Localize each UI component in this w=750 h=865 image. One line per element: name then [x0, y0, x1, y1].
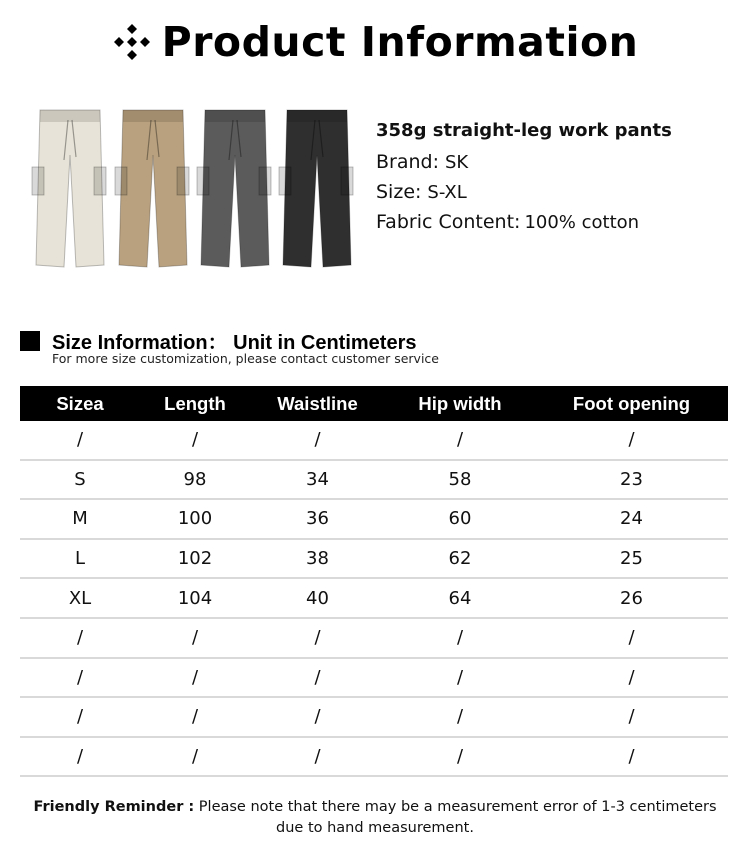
pants-item — [279, 110, 353, 267]
square-bullet-icon — [20, 331, 40, 351]
product-photo — [25, 105, 360, 275]
reminder-text: Please note that there may be a measurement error of 1-3 centimeters due to hand measurement. — [194, 799, 717, 836]
table-header-row — [20, 386, 728, 421]
table-cell: / — [385, 737, 535, 777]
table-cell: / — [385, 658, 535, 698]
column-header: Sizea — [20, 386, 140, 421]
table-cell: 25 — [535, 539, 728, 579]
brand-value: SK — [445, 152, 469, 173]
table-row — [20, 737, 728, 777]
table-cell: / — [535, 421, 728, 460]
friendly-reminder — [30, 797, 720, 839]
table-cell: / — [250, 658, 385, 698]
fabric-value: 100% cotton — [524, 212, 640, 233]
table-cell: / — [140, 697, 250, 737]
table-cell: / — [250, 697, 385, 737]
fabric-label: Fabric Content: — [376, 211, 521, 233]
table-cell: 58 — [385, 460, 535, 500]
table-row — [20, 697, 728, 737]
table-cell: XL — [20, 578, 140, 618]
table-cell: 98 — [140, 460, 250, 500]
page-title: Product Information — [161, 18, 639, 66]
table-row — [20, 658, 728, 698]
pants-item — [32, 110, 106, 267]
table-cell: L — [20, 539, 140, 579]
table-row — [20, 618, 728, 658]
table-cell: / — [140, 658, 250, 698]
table-cell: 104 — [140, 578, 250, 618]
table-row — [20, 421, 728, 460]
table-cell: / — [535, 618, 728, 658]
table-cell: 26 — [535, 578, 728, 618]
column-header: Waistline — [250, 386, 385, 421]
product-info — [376, 120, 672, 241]
table-cell: / — [535, 737, 728, 777]
size-label: Size: — [376, 181, 422, 203]
product-name: 358g straight-leg work pants — [376, 120, 672, 141]
table-cell: 23 — [535, 460, 728, 500]
column-header: Foot opening — [535, 386, 728, 421]
size-value: S-XL — [427, 182, 467, 203]
size-line — [376, 181, 672, 203]
table-cell: 100 — [140, 499, 250, 539]
reminder-label: Friendly Reminder : — [33, 799, 195, 815]
table-cell: / — [20, 697, 140, 737]
table-cell: / — [20, 421, 140, 460]
table-cell: / — [535, 658, 728, 698]
table-cell: / — [140, 421, 250, 460]
table-cell: / — [385, 697, 535, 737]
table-cell: / — [20, 658, 140, 698]
table-cell: / — [140, 618, 250, 658]
table-cell: 36 — [250, 499, 385, 539]
table-cell: 34 — [250, 460, 385, 500]
table-cell: / — [20, 618, 140, 658]
size-section-title: Size Information： Unit in Centimeters — [52, 332, 417, 354]
page-header — [0, 12, 750, 72]
brand-label: Brand: — [376, 151, 439, 173]
column-header: Hip width — [385, 386, 535, 421]
table-cell: 60 — [385, 499, 535, 539]
table-cell: / — [385, 618, 535, 658]
pants-item — [115, 110, 189, 267]
fabric-line — [376, 211, 672, 233]
table-cell: M — [20, 499, 140, 539]
table-cell: / — [535, 697, 728, 737]
table-cell: / — [250, 618, 385, 658]
table-row — [20, 499, 728, 539]
table-cell: / — [20, 737, 140, 777]
table-cell: 62 — [385, 539, 535, 579]
table-cell: 64 — [385, 578, 535, 618]
table-row — [20, 460, 728, 500]
table-cell: S — [20, 460, 140, 500]
pants-item — [197, 110, 271, 267]
column-header: Length — [140, 386, 250, 421]
size-section-subtitle: For more size customization, please contact customer service — [52, 351, 439, 366]
table-cell: / — [385, 421, 535, 460]
table-cell: 24 — [535, 499, 728, 539]
diamond-cluster-icon — [112, 22, 152, 62]
table-cell: / — [250, 737, 385, 777]
table-cell: 102 — [140, 539, 250, 579]
brand-line — [376, 151, 672, 173]
table-cell: 40 — [250, 578, 385, 618]
table-cell: 38 — [250, 539, 385, 579]
size-table — [20, 386, 728, 777]
table-cell: / — [250, 421, 385, 460]
table-row — [20, 539, 728, 579]
table-cell: / — [140, 737, 250, 777]
table-row — [20, 578, 728, 618]
